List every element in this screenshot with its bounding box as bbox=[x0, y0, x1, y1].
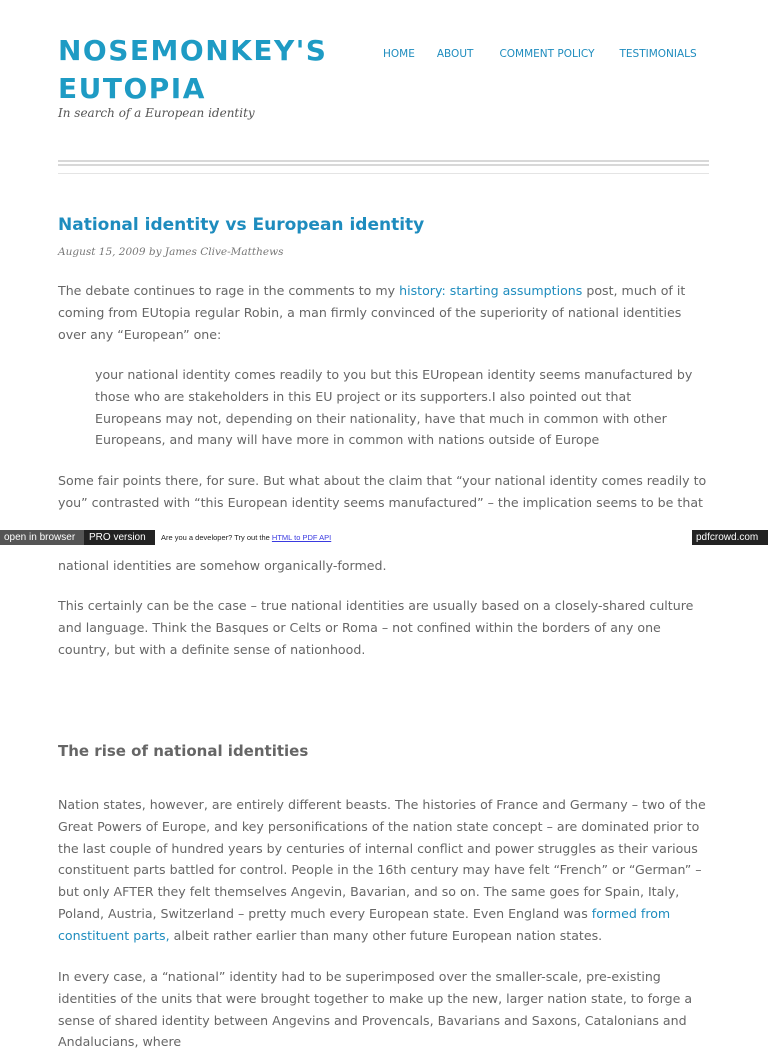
paragraph-nation-states-text-after: albeit rather earlier than many other future European nation states. bbox=[169, 927, 603, 943]
main-nav bbox=[383, 48, 697, 60]
paragraph-intro-text-after: post, much of it coming from EUtopia regular Robin, a man firmly convinced of the superiority of national identities over any “European” one: bbox=[58, 283, 686, 342]
paragraph-certainly: This certainly can be the case – true national identities are usually based on a closely-shared culture and language. Think the Basques or Celts or Roma – not confined within the borders of any one country, but with a definite sense of nationhood. bbox=[58, 598, 694, 657]
paragraph-intro bbox=[58, 280, 712, 345]
paragraph-nation-states bbox=[58, 794, 712, 947]
html-to-pdf-api-link[interactable]: HTML to PDF API bbox=[271, 533, 332, 542]
paragraph-intro-text: The debate continues to rage in the comments to my bbox=[58, 283, 400, 298]
header-divider-double bbox=[58, 160, 709, 166]
post-meta: August 15, 2009 by James Clive-Matthews bbox=[58, 246, 284, 258]
pro-version-button[interactable]: PRO version bbox=[84, 530, 155, 545]
nav-item-home[interactable]: HOME bbox=[383, 48, 415, 60]
blockquote: your national identity comes readily to you but this EUropean identity seems manufactured by those who are stakeholders in this EU project or its supporters.I also pointed out that Europeans may not, depending on their nationality, have that much in common with other Europeans, and many will have more in common with nations outside of Europe bbox=[95, 367, 693, 448]
pdfcrowd-brand-link[interactable]: pdfcrowd.com bbox=[692, 530, 768, 545]
section-heading: The rise of national identities bbox=[58, 742, 309, 760]
site-title[interactable]: NOSEMONKEY'S EUTOPIA bbox=[58, 34, 328, 105]
paragraph-nation-states-text: Nation states, however, are entirely different beasts. The histories of France and Germany – two of the Great Powers of Europe, and key personifications of the nation state concept – are dominated prior to the last couple of hundred years by centuries of internal conflict and power struggles as their various constituent parts battled for control. People in the 16th century may have felt “French” or “German” – but only AFTER they felt themselves Angevin, Bavarian, and so on. The same goes for Spain, Italy, Poland, Austria, Switzerland – pretty much every European state. Even England was bbox=[58, 797, 706, 921]
history-starting-assumptions-link[interactable]: history: starting assumptions bbox=[399, 283, 583, 298]
site-description: In search of a European identity bbox=[58, 106, 255, 120]
pdfcrowd-bar bbox=[0, 530, 768, 545]
developer-promo-text: Are you a developer? Try out the bbox=[161, 533, 272, 542]
nav-item-comment-policy[interactable]: COMMENT POLICY bbox=[499, 48, 595, 60]
header-divider bbox=[58, 173, 709, 174]
paragraph-every-case: In every case, a “national” identity had to be superimposed over the smaller-scale, pre-existing identities of the units that were brought together to make up the new, larger nation state, to forge a sense of shared identity between Angevins and Provencals, Bavarians and Saxons, Catalonians and Andalucians, where bbox=[58, 969, 693, 1050]
open-in-browser-button[interactable]: open in browser bbox=[0, 530, 84, 545]
formed-from-constituent-parts-link[interactable]: formed from constituent parts, bbox=[58, 905, 671, 943]
paragraph-fair-points-continued: national identities are somehow organically-formed. bbox=[58, 558, 387, 573]
paragraph-fair-points: Some fair points there, for sure. But what about the claim that “your national identity comes readily to you” contrasted with “this European identity seems manufactured” – the implication seems to be that bbox=[58, 473, 707, 510]
post-title[interactable]: National identity vs European identity bbox=[58, 215, 425, 235]
nav-item-testimonials[interactable]: TESTIMONIALS bbox=[619, 48, 697, 60]
nav-item-about[interactable]: ABOUT bbox=[436, 48, 474, 60]
developer-promo bbox=[161, 532, 331, 543]
